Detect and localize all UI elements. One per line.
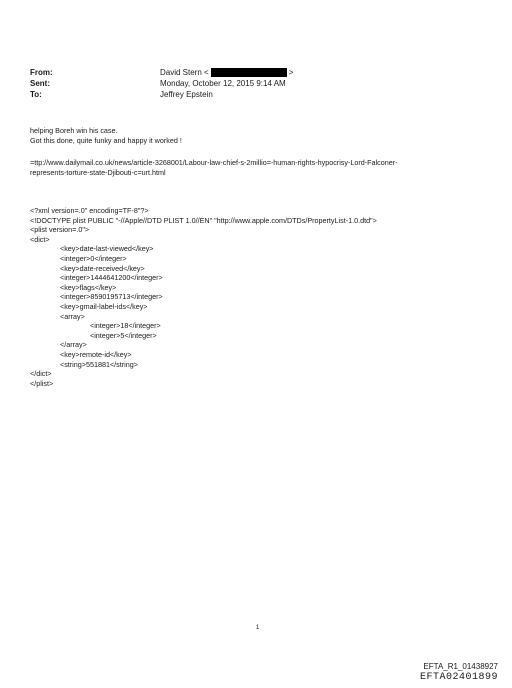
code-line: <integer>0</integer> (60, 253, 127, 263)
code-line: <key>date-last-viewed</key> (60, 244, 154, 254)
email-header (30, 68, 490, 100)
code-line: <integer>8590195713</integer> (60, 292, 163, 302)
plist-code-block (30, 206, 377, 388)
url-line-2: represents-torture-state-Djibouti-c=urt.html (30, 168, 166, 177)
code-line: <?xml version=.0" encoding=TF-8"?> (30, 206, 149, 215)
to-label: To: (30, 90, 42, 99)
code-line: </array> (60, 340, 87, 350)
code-line: <dict> (30, 234, 50, 244)
from-value (160, 68, 293, 78)
body-line-2: Got this done, quite funky and happy it worked ! (30, 136, 182, 145)
body-line-1: helping Boreh win his case. (30, 126, 118, 135)
code-line: <plist version=.0"> (30, 225, 90, 235)
sent-label: Sent: (30, 79, 50, 88)
code-line: <key>gmail-label-ids</key> (60, 301, 148, 311)
sent-value: Monday, October 12, 2015 9:14 AM (160, 79, 286, 88)
from-name: David Stern < (160, 68, 209, 77)
redaction-box (211, 68, 287, 77)
from-label: From: (30, 68, 53, 77)
code-line: <key>remote-id</key> (60, 349, 132, 359)
page-number: 1 (256, 625, 260, 631)
code-line: <key>flags</key> (60, 282, 117, 292)
code-line: </dict> (30, 369, 52, 379)
from-suffix: > (288, 68, 294, 77)
code-line: <string>551881</string> (60, 359, 138, 369)
code-line: </plist> (30, 378, 54, 388)
to-value: Jeffrey Epstein (160, 90, 213, 99)
code-line: <integer>1444641200</integer> (60, 273, 163, 283)
code-line: <!DOCTYPE plist PUBLIC "-//Apple//DTD PLIST 1.0//EN" "http://www.apple.com/DTDs/PropertyList-1.0.dtd"> (30, 215, 377, 225)
url-line-1: =ttp://www.dailymail.co.uk/news/article-3268001/Labour-law-chief-s-2millio=-human-rights-hypocrisy-Lord-Falconer- (30, 158, 398, 167)
code-line: <integer>5</integer> (90, 330, 157, 340)
bates-stamp-primary: EFTA_R1_01438927 (423, 662, 498, 671)
code-line: <integer>18</integer> (90, 321, 161, 331)
bates-stamp-secondary: EFTA02401899 (419, 672, 498, 683)
code-line: <array> (60, 311, 85, 321)
code-line: <key>date-received</key> (60, 263, 145, 273)
